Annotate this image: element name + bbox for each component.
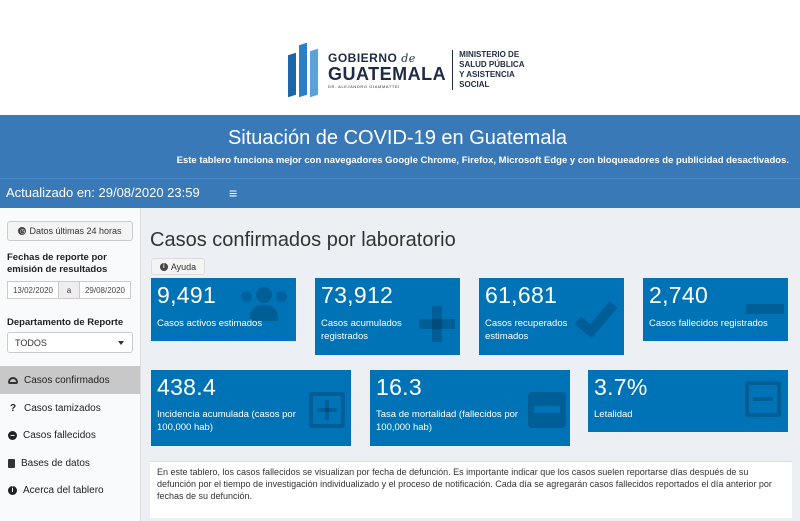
date-range [7, 281, 133, 299]
stat-value: 61,681 [485, 282, 558, 308]
government-logo [288, 44, 525, 96]
dates-label: Fechas de reporte por emisión de resultados [7, 252, 108, 275]
hamburger-menu-icon[interactable]: ≡ [229, 185, 238, 201]
title-band [0, 115, 800, 178]
users-icon [241, 287, 287, 321]
stat-label: Tasa de mortalidad (fallecidos por 100,000 hab) [376, 409, 519, 433]
stat-box-cumulative-incidence [151, 370, 351, 446]
stat-label: Casos recuperados estimados [485, 318, 568, 342]
sidebar-item-casos-tamizados[interactable] [0, 394, 140, 422]
stat-value: 438.4 [157, 374, 217, 400]
page-title: Situación de COVID-19 en Guatemala [227, 127, 568, 149]
department-select[interactable] [7, 332, 133, 353]
stat-label: Casos acumulados registrados [321, 318, 402, 342]
caret-down-icon [118, 341, 124, 345]
date-range-separator: a [59, 281, 79, 299]
stat-label: Casos fallecidos registrados [649, 318, 768, 329]
ministerio-line: MINISTERIO DE [459, 50, 520, 59]
navbar [0, 178, 800, 208]
logo-gobierno: GOBIERNO [328, 50, 398, 65]
sidebar-item-casos-confirmados[interactable] [0, 366, 140, 394]
minus-circle-icon: − [8, 431, 17, 440]
sidebar-item-label: Casos tamizados [24, 402, 101, 414]
stat-value: 2,740 [649, 282, 709, 308]
browser-notice: Este tablero funciona mejor con navegadores Google Chrome, Firefox, Microsoft Edge y con bloqueadores de publicidad desactivados. [176, 155, 789, 166]
minus-icon [746, 304, 784, 314]
sidebar-item-label: Casos confirmados [24, 374, 110, 386]
stat-box-mortality-rate [370, 370, 570, 446]
ministerio-line: SOCIAL [459, 80, 490, 89]
stat-box-active-cases [151, 278, 296, 341]
last-24h-button[interactable] [7, 221, 133, 241]
last-24h-label: Datos últimas 24 horas [29, 226, 122, 236]
section-title: Casos confirmados por laboratorio [150, 229, 456, 251]
help-button[interactable] [151, 258, 205, 275]
plus-square-icon [309, 392, 345, 428]
stat-box-deceased-cases [643, 278, 788, 341]
date-from-input[interactable]: 13/02/2020 [7, 281, 59, 299]
logo-de: de [401, 51, 416, 65]
minus-square-icon [745, 381, 781, 417]
clock-icon: ◷ [19, 228, 26, 235]
logo-guatemala: GUATEMALA [328, 63, 447, 84]
sidebar-item-label: Acerca del tablero [23, 484, 104, 496]
dashboard-icon [8, 377, 18, 384]
logo-header [0, 0, 800, 115]
updated-timestamp: Actualizado en: 29/08/2020 23:59 [6, 185, 200, 200]
sidebar-item-bases-de-datos[interactable] [0, 449, 140, 477]
sidebar-item-label: Bases de datos [21, 457, 90, 469]
minus-square-solid-icon [528, 392, 566, 428]
flag-bars-icon [288, 44, 318, 96]
stat-value: 3.7% [594, 374, 648, 400]
ministerio-wordmark [459, 50, 524, 90]
deceased-cases-note: En este tablero, los casos fallecidos se visualizan por fecha de defunción. Es importante indicar que los casos suelen reportarse días después de su defunción por el tiempo de investigación individualizado y el proceso de notificación. Cada día se agregarán casos fallecidos reportados el día anterior por fechas de su defunción. [150, 461, 792, 518]
logo-divider [452, 50, 453, 90]
ministerio-line: SALUD PÚBLICA [459, 60, 525, 69]
sidebar [0, 208, 141, 521]
date-to-input[interactable]: 29/08/2020 [79, 281, 131, 299]
department-label: Departamento de Reporte [7, 317, 124, 328]
department-select-value: TODOS [15, 337, 47, 348]
sidebar-item-casos-fallecidos[interactable] [0, 421, 140, 449]
help-label: Ayuda [170, 261, 197, 272]
question-icon: ? [9, 402, 17, 414]
stat-value: 73,912 [321, 282, 394, 308]
stat-label: Incidencia acumulada (casos por 100,000 hab) [157, 409, 296, 433]
stat-box-recovered-cases [479, 278, 624, 355]
stat-box-cumulative-cases [315, 278, 460, 355]
sidebar-item-acerca[interactable] [0, 476, 140, 504]
gobierno-wordmark [328, 52, 446, 89]
sidebar-item-label: Casos fallecidos [23, 429, 96, 441]
stat-value: 9,491 [157, 282, 217, 308]
info-icon: i [8, 486, 17, 495]
info-icon: i [160, 263, 168, 271]
stat-value: 16.3 [376, 374, 422, 400]
stat-label: Letalidad [594, 409, 633, 420]
stat-box-lethality [588, 370, 788, 432]
plus-icon [419, 306, 455, 342]
logo-tagline: DR. ALEJANDRO GIAMMATTEI [328, 83, 400, 89]
stat-label: Casos activos estimados [157, 318, 263, 329]
ministerio-line: Y ASISTENCIA [459, 70, 515, 79]
database-icon [8, 459, 15, 468]
